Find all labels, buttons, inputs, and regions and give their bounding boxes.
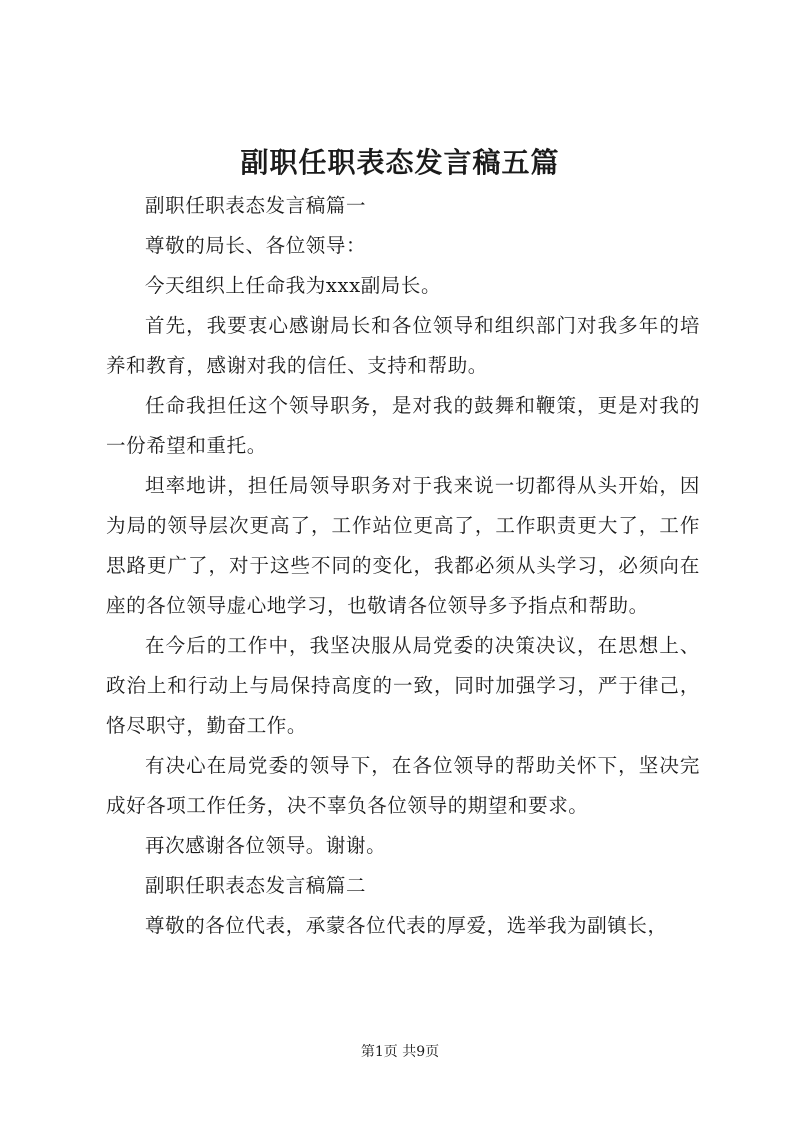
paragraph: 任命我担任这个领导职务，是对我的鼓舞和鞭策，更是对我的一份希望和重托。 bbox=[106, 394, 700, 457]
paragraph: 在今后的工作中，我坚决服从局党委的决策决议，在思想上、政治上和行动上与局保持高度的一致，同时加强学习，严于律己，恪尽职守，勤奋工作。 bbox=[106, 634, 700, 737]
paragraph: 副职任职表态发言稿篇二 bbox=[145, 874, 367, 897]
paragraph: 再次感谢各位领导。谢谢。 bbox=[145, 834, 387, 857]
paragraph: 首先，我要衷心感谢局长和各位领导和组织部门对我多年的培养和教育，感谢对我的信任、支持和帮助。 bbox=[106, 314, 700, 377]
paragraph: 尊敬的局长、各位领导： bbox=[145, 234, 367, 257]
document-title: 副职任职表态发言稿五篇 bbox=[240, 146, 560, 179]
paragraph: 副职任职表态发言稿篇一 bbox=[145, 194, 367, 217]
paragraph: 今天组织上任命我为xxx副局长。 bbox=[145, 274, 442, 297]
page-footer: 第1页 共9页 bbox=[360, 1044, 440, 1060]
document-body bbox=[106, 186, 700, 946]
paragraph: 坦率地讲，担任局领导职务对于我来说一切都得从头开始，因为局的领导层次更高了，工作站位更高了，工作职责更大了，工作思路更广了，对于这些不同的变化，我都必须从头学习，必须向在座的各位领导虚心地学习，也敬请各位领导多予指点和帮助。 bbox=[106, 474, 700, 617]
paragraph: 有决心在局党委的领导下，在各位领导的帮助关怀下，坚决完成好各项工作任务，决不辜负各位领导的期望和要求。 bbox=[106, 754, 700, 817]
paragraph: 尊敬的各位代表，承蒙各位代表的厚爱，选举我为副镇长， bbox=[145, 914, 668, 937]
